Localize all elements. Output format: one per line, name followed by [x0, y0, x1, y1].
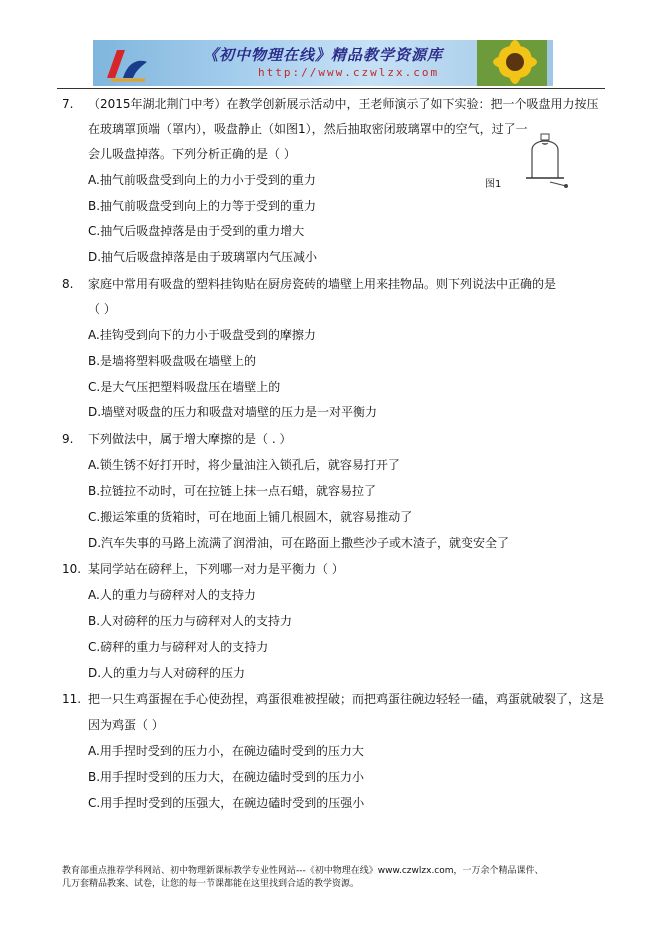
- option-b: B.是墙将塑料吸盘吸在墙壁上的: [88, 354, 257, 368]
- option-c: C.是大气压把塑料吸盘压在墙壁上的: [88, 380, 281, 394]
- question-stem: （2015年湖北荆门中考）在教学创新展示活动中，王老师演示了如下实验：把一个吸盘用力按压: [88, 97, 599, 111]
- bell-jar-figure: [520, 128, 570, 192]
- figure-label: 图1: [485, 179, 502, 190]
- question-number: 11.: [62, 692, 82, 706]
- question-stem: 因为鸡蛋（ ）: [88, 718, 164, 732]
- option-b: B.抽气前吸盘受到向上的力等于受到的重力: [88, 199, 317, 213]
- question-number: 9.: [62, 432, 74, 446]
- question-stem: 某同学站在磅秤上，下列哪一对力是平衡力（ ）: [88, 562, 344, 576]
- banner-url: http://www.czwlzx.com: [258, 66, 440, 79]
- question-stem: 在玻璃罩顶端（罩内），吸盘静止（如图1），然后抽取密闭玻璃罩中的空气，过了一: [88, 122, 528, 136]
- option-a: A.挂钩受到向下的力小于吸盘受到的摩擦力: [88, 328, 316, 342]
- option-b: B.人对磅秤的压力与磅秤对人的支持力: [88, 614, 293, 628]
- header-banner: [93, 40, 553, 86]
- sunflower-icon: [477, 40, 547, 86]
- question-stem: 把一只生鸡蛋握在手心使劲捏，鸡蛋很难被捏破；而把鸡蛋往碗边轻轻一磕，鸡蛋就破裂了，这是: [88, 692, 605, 706]
- option-c: C.用手捏时受到的压强大，在碗边磕时受到的压强小: [88, 796, 365, 810]
- option-d: D.墙壁对吸盘的压力和吸盘对墙壁的压力是一对平衡力: [88, 405, 378, 419]
- banner-title: 《初中物理在线》精品教学资源库: [203, 46, 444, 64]
- header-rule: [57, 88, 605, 89]
- option-d: D.抽气后吸盘掉落是由于玻璃罩内气压减小: [88, 250, 318, 264]
- option-a: A.用手捏时受到的压力小，在碗边磕时受到的压力大: [88, 744, 364, 758]
- option-a: A.抽气前吸盘受到向上的力小于受到的重力: [88, 173, 316, 187]
- question-stem: 会儿吸盘掉落。下列分析正确的是（ ）: [88, 147, 296, 161]
- footer-note: [62, 865, 544, 891]
- option-b: B.拉链拉不动时，可在拉链上抹一点石蜡，就容易拉了: [88, 484, 377, 498]
- footer-line: 教育部重点推荐学科网站、初中物理新课标教学专业性网站---《初中物理在线》www.czwlzx.com，一万余个精品课件、: [62, 866, 544, 876]
- question-stem: （ ）: [88, 302, 116, 316]
- option-d: D.人的重力与人对磅秤的压力: [88, 666, 246, 680]
- site-logo-icon: [101, 44, 153, 84]
- option-c: C.磅秤的重力与磅秤对人的支持力: [88, 640, 269, 654]
- question-stem: 下列做法中，属于增大摩擦的是（ . ）: [88, 432, 292, 446]
- option-a: A.人的重力与磅秤对人的支持力: [88, 588, 256, 602]
- option-c: C.抽气后吸盘掉落是由于受到的重力增大: [88, 224, 305, 238]
- question-number: 7.: [62, 97, 74, 111]
- option-a: A.锁生锈不好打开时，将少量油注入锁孔后，就容易打开了: [88, 458, 400, 472]
- option-c: C.搬运笨重的货箱时，可在地面上铺几根圆木，就容易推动了: [88, 510, 413, 524]
- option-b: B.用手捏时受到的压力大，在碗边磕时受到的压力小: [88, 770, 365, 784]
- question-number: 10.: [62, 562, 82, 576]
- footer-line: 几万套精品教案、试卷，让您的每一节课都能在这里找到合适的教学资源。: [62, 879, 360, 889]
- question-number: 8.: [62, 277, 74, 291]
- question-stem: 家庭中常用有吸盘的塑料挂钩贴在厨房瓷砖的墙壁上用来挂物品。则下列说法中正确的是: [88, 277, 557, 291]
- option-d: D.汽车失事的马路上流满了润滑油，可在路面上撒些沙子或木渣子，就变安全了: [88, 536, 510, 550]
